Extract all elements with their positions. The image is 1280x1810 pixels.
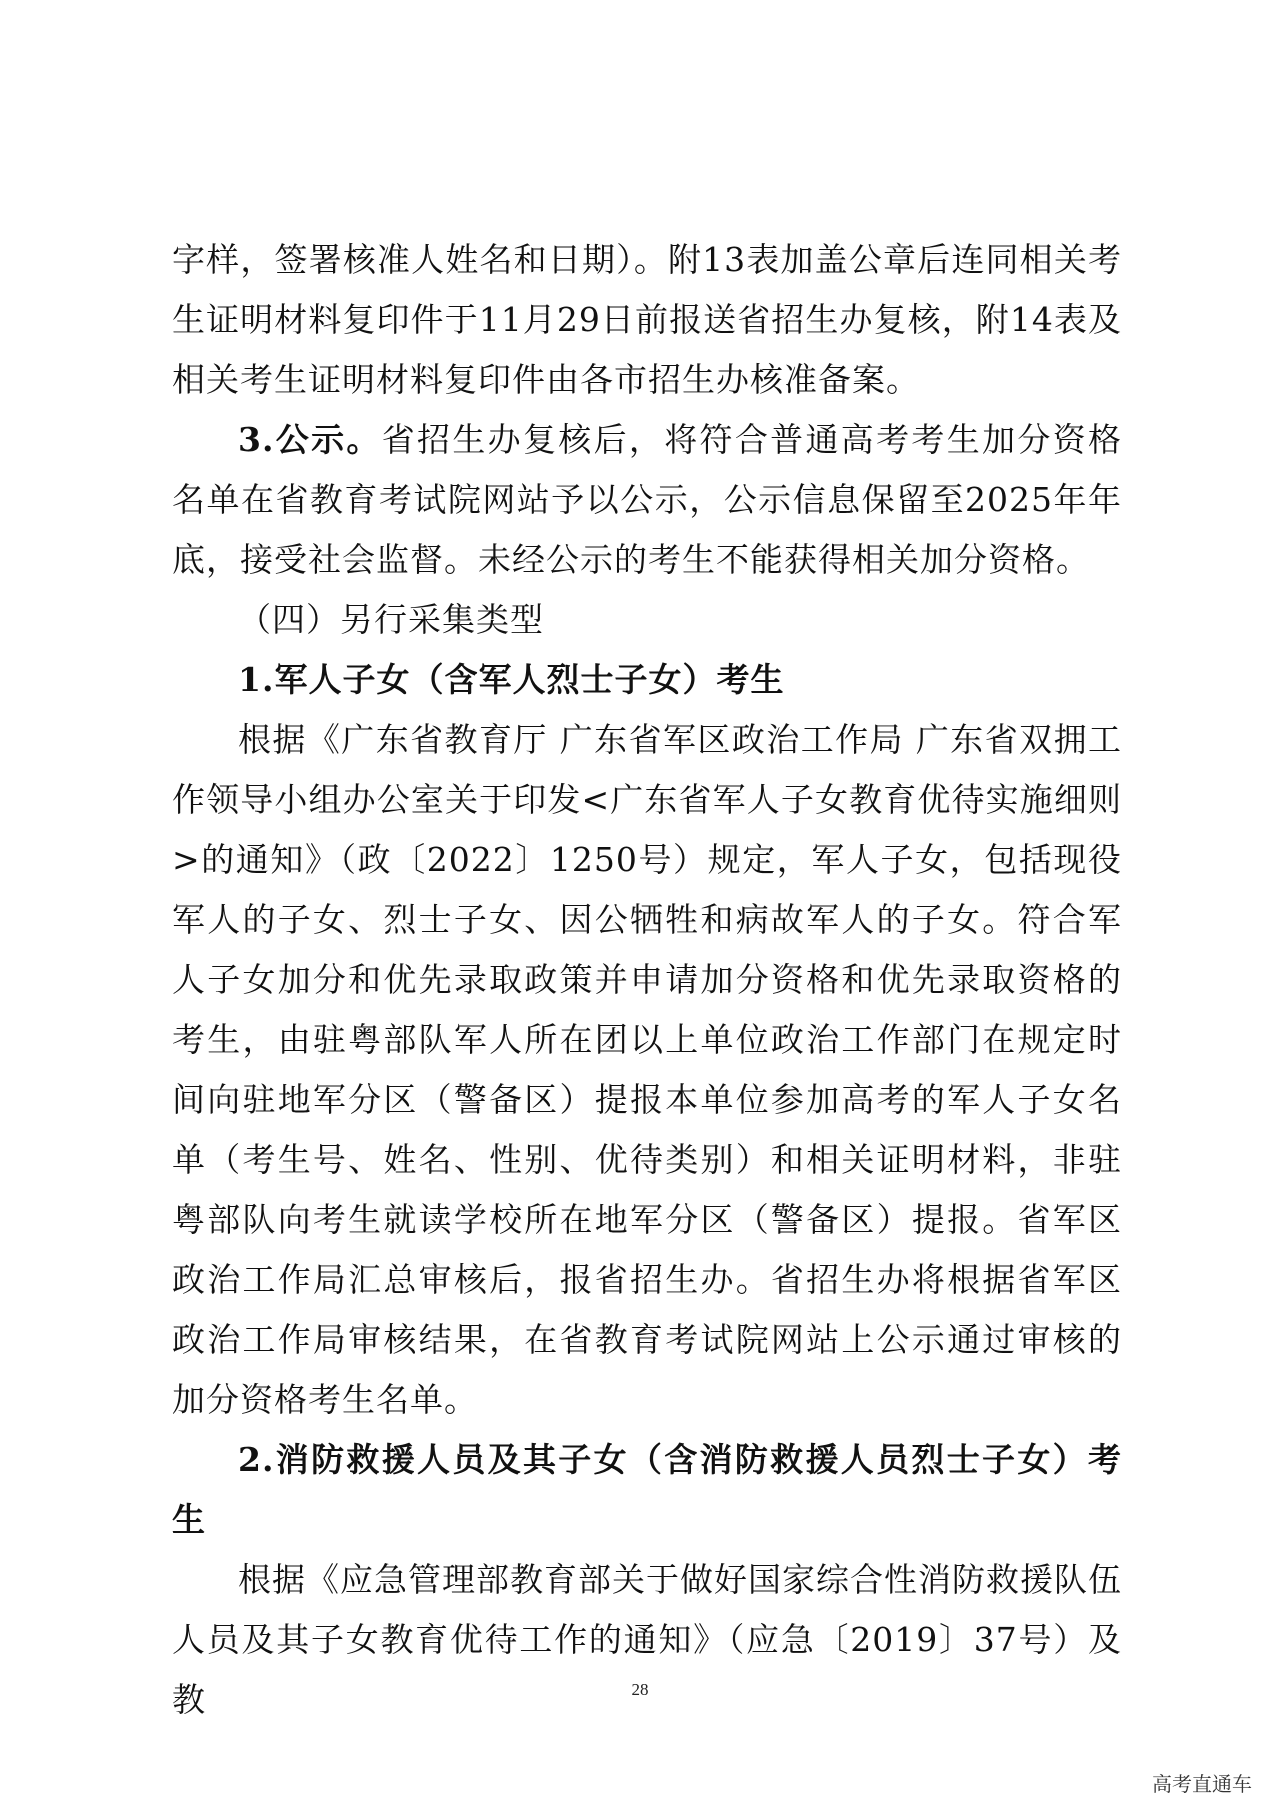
document-body [172, 230, 1122, 1730]
subheading-fire-rescue: 2.消防救援人员及其子女（含消防救援人员烈士子女）考生 [172, 1440, 1122, 1539]
page-number: 28 [631, 1680, 649, 1699]
section-heading-other-collection: （四）另行采集类型 [238, 600, 544, 639]
paragraph-continuation: 字样，签署核准人姓名和日期）。附13表加盖公章后连同相关考生证明材料复印件于11月29日前报送省招生办复核，附14表及相关考生证明材料复印件由各市招生办核准备案。 [172, 240, 1122, 399]
paragraph-lead-public-notice: 3.公示。 [238, 420, 382, 459]
watermark-label: 高考直通车 [1152, 1772, 1252, 1796]
paragraph-military-children: 根据《广东省教育厅 广东省军区政治工作局 广东省双拥工作领导小组办公室关于印发<广东省军人子女教育优待实施细则>的通知》（政〔2022〕1250号）规定，军人子女，包括现役军人的子女、烈士子女、因公牺牲和病故军人的子女。符合军人子女加分和优先录取政策并申请加分资格和优先录取资格的考生，由驻粤部队军人所在团以上单位政治工作部门在规定时间向驻地军分区（警备区）提报本单位参加高考的军人子女名单（考生号、姓名、性别、优待类别）和相关证明材料，非驻粤部队向考生就读学校所在地军分区（警备区）提报。省军区政治工作局汇总审核后，报省招生办。省招生办将根据省军区政治工作局审核结果，在省教育考试院网站上公示通过审核的加分资格考生名单。 [172, 720, 1122, 1419]
paragraph-public-notice [172, 410, 1122, 590]
paragraph-public-notice-text: 省招生办复核后，将符合普通高考考生加分资格名单在省教育考试院网站予以公示，公示信息保留至2025年年底，接受社会监督。未经公示的考生不能获得相关加分资格。 [172, 420, 1123, 579]
paragraph-fire-rescue: 根据《应急管理部教育部关于做好国家综合性消防救援队伍人员及其子女教育优待工作的通知》（应急〔2019〕37号）及教 [172, 1560, 1122, 1719]
subheading-military-children: 1.军人子女（含军人烈士子女）考生 [238, 660, 785, 699]
